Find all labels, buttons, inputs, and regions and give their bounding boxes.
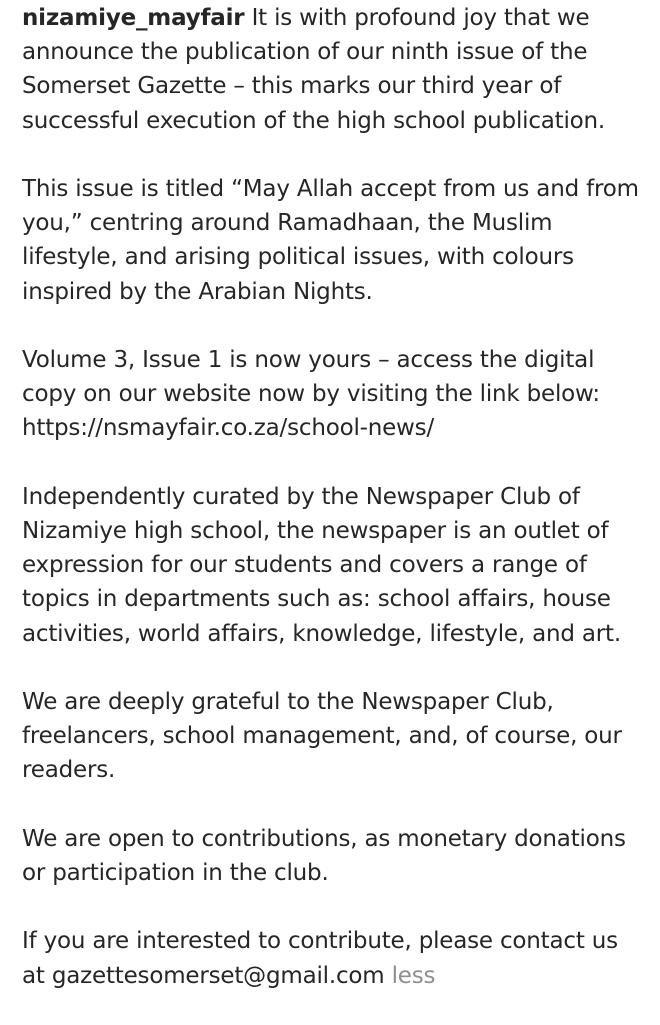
caption-paragraph-contributions: We are open to contributions, as monetary donations or participation in the club. [22,825,626,886]
caption-volume-text: Volume 3, Issue 1 is now yours – access the digital copy on our website now by visiting the link below: [22,347,600,408]
less-button[interactable]: less [391,962,436,989]
caption-paragraph-contact [22,924,646,992]
contact-email[interactable]: gazettesomerset@gmail.com [51,962,385,989]
caption-paragraph-about: Independently curated by the Newspaper Club of Nizamiye high school, the newspaper is an outlet of expression for our students and covers a range of topics in departments such as: school affairs, house activities, world affairs, knowledge, lifestyle, and art. [22,483,621,647]
caption-contact-text: If you are interested to contribute, please contact us at [22,928,618,989]
caption-intro [22,1,646,138]
username-link[interactable]: nizamiye_mayfair [22,5,245,31]
caption-intro-text: It is with profound joy that we announce the publication of our ninth issue of the Somerset Gazette – this marks our third year of successful execution of the high school publication. [22,5,606,134]
post-caption [0,1,660,993]
caption-paragraph-title: This issue is titled “May Allah accept from us and from you,” centring around Ramadhaan, the Muslim lifestyle, and arising political issues, with colours inspired by the Arabian Nights. [22,176,639,305]
caption-paragraph-thanks: We are deeply grateful to the Newspaper Club, freelancers, school management, and, of course, our readers. [22,689,622,784]
website-link[interactable]: https://nsmayfair.co.za/school-news/ [22,415,434,442]
caption-paragraph-volume [22,343,646,446]
